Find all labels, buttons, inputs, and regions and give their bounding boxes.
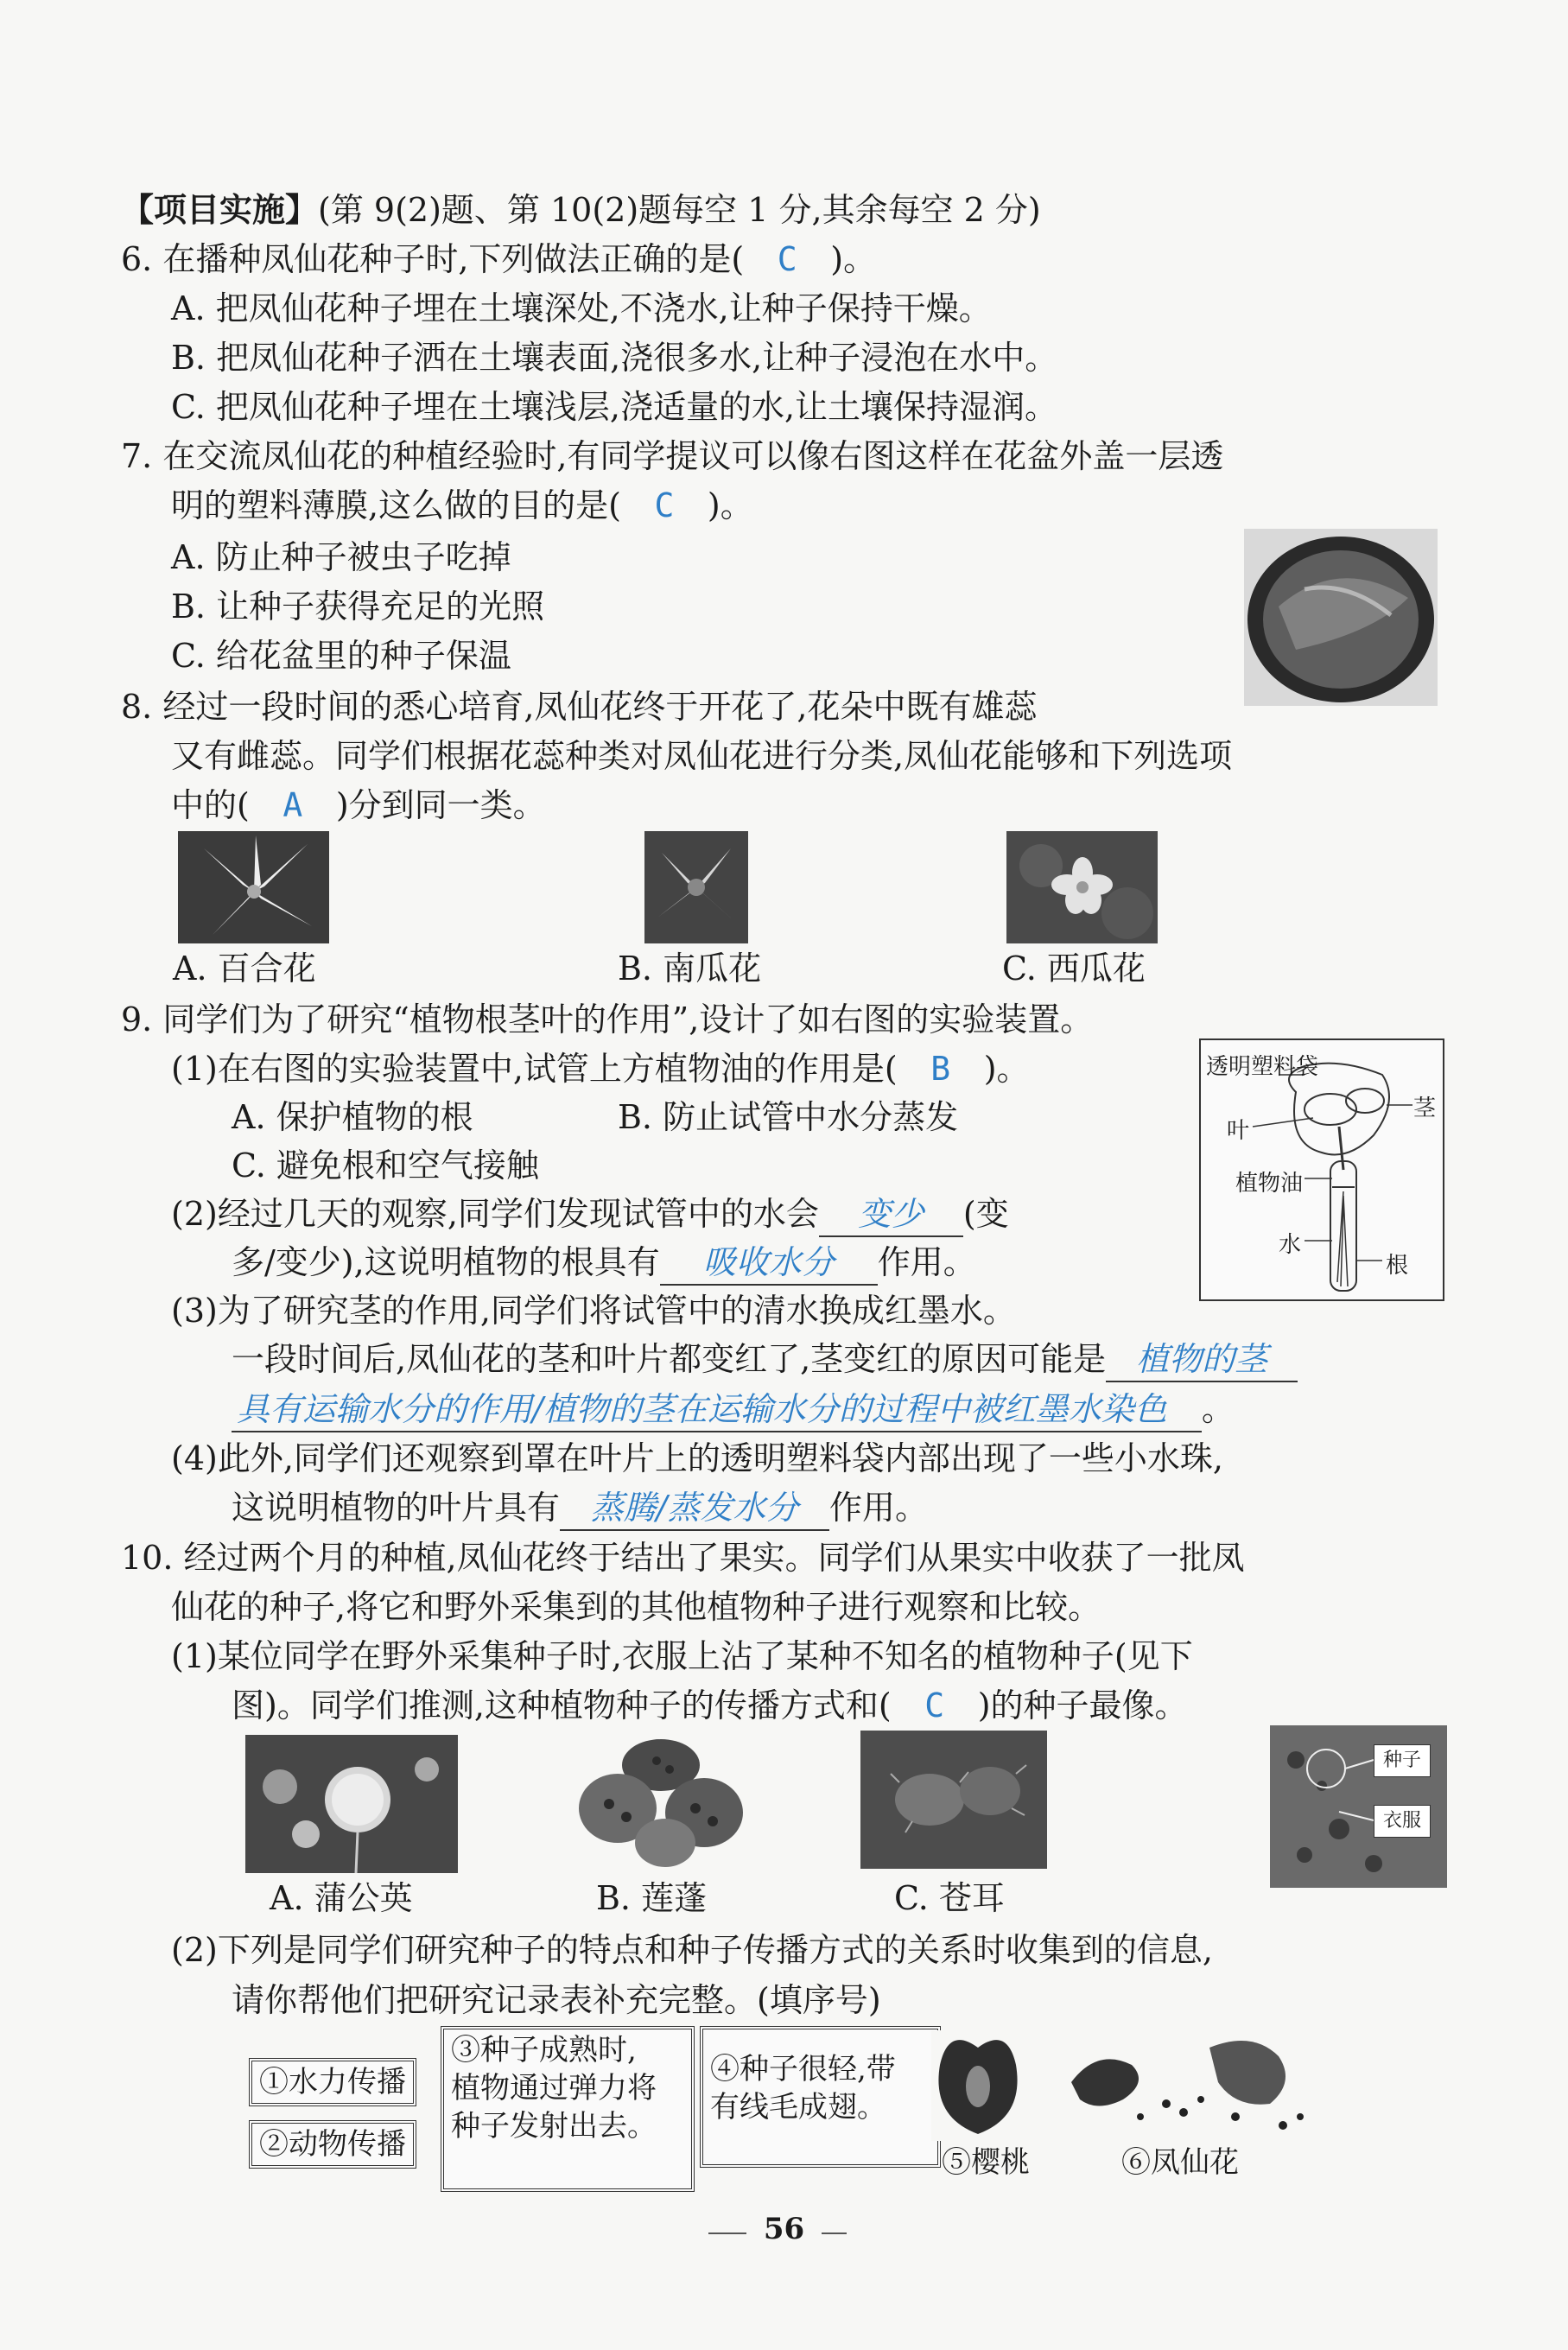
- card3-line2: 植物通过弹力将: [451, 2071, 657, 2105]
- cherry-caption: ⑤樱桃: [942, 2145, 1030, 2180]
- q6-stem-end: )。: [830, 240, 877, 278]
- q9-p4-line1: (4)此外,同学们还观察到罩在叶片上的透明塑料袋内部出现了一些小水珠,: [171, 1439, 1223, 1477]
- q9-p4-text: 这说明植物的叶片具有: [232, 1489, 561, 1527]
- label-water: 水: [1279, 1232, 1302, 1258]
- lily-photo: [178, 831, 329, 943]
- q9-p2-text2: (变: [962, 1195, 1009, 1233]
- q9-p2-line2: [232, 1241, 976, 1286]
- pumpkin-flower-photo: [644, 831, 748, 943]
- experiment-diagram: [1199, 1038, 1444, 1301]
- lotus-pod-image: [575, 1735, 747, 1873]
- card-animal-dispersal: ②动物传播: [249, 2120, 416, 2169]
- q6-stem: [121, 238, 876, 281]
- q10-p1-line1: (1)某位同学在野外采集种子时,衣服上沾了某种不知名的植物种子(见下: [171, 1637, 1193, 1675]
- q9-p3-end: 。: [1201, 1390, 1235, 1428]
- cherry-photo: [931, 2030, 1025, 2141]
- q7-line1: 7. 在交流凤仙花的种植经验时,有同学提议可以像右图这样在花盆外盖一层透: [121, 437, 1224, 475]
- label-plastic-bag: 透明塑料袋: [1206, 1054, 1319, 1080]
- q9-p1-option-c: C. 避免根和空气接触: [232, 1146, 539, 1185]
- q9-p1-end: )。: [983, 1050, 1030, 1088]
- q10-p2-line1: (2)下列是同学们研究种子的特点和种子传播方式的关系时收集到的信息,: [171, 1931, 1213, 1969]
- q10-line2: 仙花的种子,将它和野外采集到的其他植物种子进行观察和比较。: [171, 1588, 1101, 1626]
- label-root: 根: [1386, 1253, 1409, 1279]
- dandelion-photo: [245, 1735, 458, 1873]
- q7-option-b: B. 让种子获得充足的光照: [171, 588, 545, 626]
- section-title: 【项目实施】: [121, 190, 319, 229]
- q8-caption-a: A. 百合花: [173, 950, 316, 988]
- covered-pot-photo: [1244, 529, 1438, 706]
- q6-option-c: C. 把凤仙花种子埋在土壤浅层,浇适量的水,让土壤保持湿润。: [171, 388, 1058, 426]
- q9-p3-line1: (3)为了研究茎的作用,同学们将试管中的清水换成红墨水。: [171, 1292, 1016, 1330]
- q8-line1: 8. 经过一段时间的悉心培育,凤仙花终于开花了,花朵中既有雄蕊: [121, 688, 1038, 726]
- q9-p3-blank-b: 具有运输水分的作用/植物的茎在运输水分的过程中被红墨水染色: [232, 1388, 1202, 1432]
- q9-p2-text1: (2)经过几天的观察,同学们发现试管中的水会: [171, 1195, 819, 1233]
- q9-p1-option-b: B. 防止试管中水分蒸发: [618, 1098, 959, 1136]
- q9-p2-blank1: 变少: [819, 1192, 963, 1237]
- q7-answer: C: [654, 486, 675, 524]
- q9-p1-option-a: A. 保护植物的根: [232, 1098, 473, 1136]
- q9-p4-end: 作用。: [829, 1489, 929, 1527]
- q7-option-a: A. 防止种子被虫子吃掉: [171, 538, 511, 576]
- q8-caption-b: B. 南瓜花: [618, 950, 762, 988]
- clothes-seed-photo: [1270, 1725, 1447, 1888]
- q8-line3-end: )分到同一类。: [335, 786, 546, 824]
- q7-line2: [171, 484, 753, 527]
- q10-line1: 10. 经过两个月的种植,凤仙花终于结出了果实。同学们从果实中收获了一批凤: [121, 1539, 1245, 1577]
- q9-p3-text: 一段时间后,凤仙花的茎和叶片都变红了,茎变红的原因可能是: [232, 1340, 1107, 1378]
- label-stem: 茎: [1413, 1096, 1437, 1121]
- card3-line1: ③种子成熟时,: [451, 2033, 637, 2067]
- page-number-wrap: [0, 2212, 1568, 2246]
- pumpkin-flower-image: [644, 831, 748, 943]
- q6-option-a: A. 把凤仙花种子埋在土壤深处,不浇水,让种子保持干燥。: [171, 289, 992, 327]
- q9-p1-answer: B: [930, 1050, 951, 1088]
- q10-p1-answer: C: [924, 1686, 945, 1724]
- q9-p3-line3: [232, 1388, 1235, 1432]
- q6-answer: C: [777, 240, 797, 278]
- impatiens-pod-photo: [1063, 2030, 1322, 2141]
- q9-p4-line2: [232, 1486, 928, 1531]
- impatiens-pod-image: [1063, 2030, 1322, 2141]
- q10-p1-text: 图)。同学们推测,这种植物种子的传播方式和(: [232, 1686, 892, 1724]
- lotus-pod-photo: [575, 1735, 747, 1873]
- q9-p3-line2: [232, 1337, 1298, 1382]
- section-header: [121, 188, 1041, 232]
- q9-p2-blank2: 吸收水分: [660, 1241, 878, 1286]
- q9-p2-text3: 多/变少),这说明植物的根具有: [232, 1243, 660, 1281]
- section-note: (第 9(2)题、第 10(2)题每空 1 分,其余每空 2 分): [318, 191, 1041, 229]
- q6-stem-text: 6. 在播种凤仙花种子时,下列做法正确的是(: [121, 240, 745, 278]
- label-clothes: 衣服: [1374, 1805, 1431, 1838]
- q9-p3-blank-a: 植物的茎: [1106, 1337, 1298, 1382]
- q9-p1: [171, 1047, 1030, 1090]
- covered-pot-image: [1244, 529, 1438, 706]
- card-water-dispersal: ①水力传播: [249, 2058, 416, 2106]
- watermelon-flower-image: [1006, 831, 1158, 943]
- q10-caption-b: B. 莲蓬: [596, 1879, 708, 1917]
- q10-p2-line2: 请你帮他们把研究记录表补充完整。(填序号): [232, 1981, 881, 2019]
- q10-p1-line2: [232, 1684, 1188, 1727]
- q7-line2-end: )。: [707, 486, 753, 524]
- dandelion-image: [245, 1735, 458, 1873]
- cocklebur-image: [860, 1731, 1047, 1869]
- impatiens-caption: ⑥凤仙花: [1121, 2145, 1239, 2180]
- q8-caption-c: C. 西瓜花: [1002, 950, 1146, 988]
- q8-answer: A: [282, 786, 303, 824]
- q8-line3-text: 中的(: [171, 786, 250, 824]
- card4-line1: ④种子很轻,带: [710, 2052, 896, 2086]
- card-elastic-dispersal: [441, 2026, 695, 2192]
- q7-line2-text: 明的塑料薄膜,这么做的目的是(: [171, 486, 621, 524]
- q10-caption-c: C. 苍耳: [894, 1879, 1005, 1917]
- q9-p4-blank: 蒸腾/蒸发水分: [560, 1486, 829, 1531]
- q6-option-b: B. 把凤仙花种子洒在土壤表面,浇很多水,让种子浸泡在水中。: [171, 339, 1058, 377]
- card4-line2: 有线毛成翅。: [710, 2090, 886, 2125]
- q10-p1-end: )的种子最像。: [977, 1686, 1188, 1724]
- q8-line2: 又有雌蕊。同学们根据花蕊种类对凤仙花进行分类,凤仙花能够和下列选项: [171, 737, 1233, 775]
- card3-line3: 种子发射出去。: [451, 2109, 657, 2144]
- cherry-image: [931, 2030, 1025, 2141]
- q10-caption-a: A. 蒲公英: [270, 1879, 413, 1917]
- page-number: 56: [746, 2212, 822, 2246]
- q9-stem: 9. 同学们为了研究“植物根茎叶的作用”,设计了如右图的实验装置。: [121, 1000, 1094, 1038]
- q9-p1-text: (1)在右图的实验装置中,试管上方植物油的作用是(: [171, 1050, 898, 1088]
- card-light-seed: [700, 2026, 941, 2168]
- q9-p2-text4: 作用。: [877, 1243, 976, 1281]
- q7-option-c: C. 给花盆里的种子保温: [171, 637, 511, 675]
- label-oil: 植物油: [1235, 1171, 1304, 1197]
- watermelon-flower-photo: [1006, 831, 1158, 943]
- lily-image: [178, 831, 329, 943]
- q8-line3: [171, 784, 546, 827]
- label-leaf: 叶: [1227, 1118, 1250, 1144]
- q9-p2-line1: [171, 1192, 1009, 1237]
- label-seed: 种子: [1374, 1744, 1431, 1777]
- cocklebur-photo: [860, 1731, 1047, 1869]
